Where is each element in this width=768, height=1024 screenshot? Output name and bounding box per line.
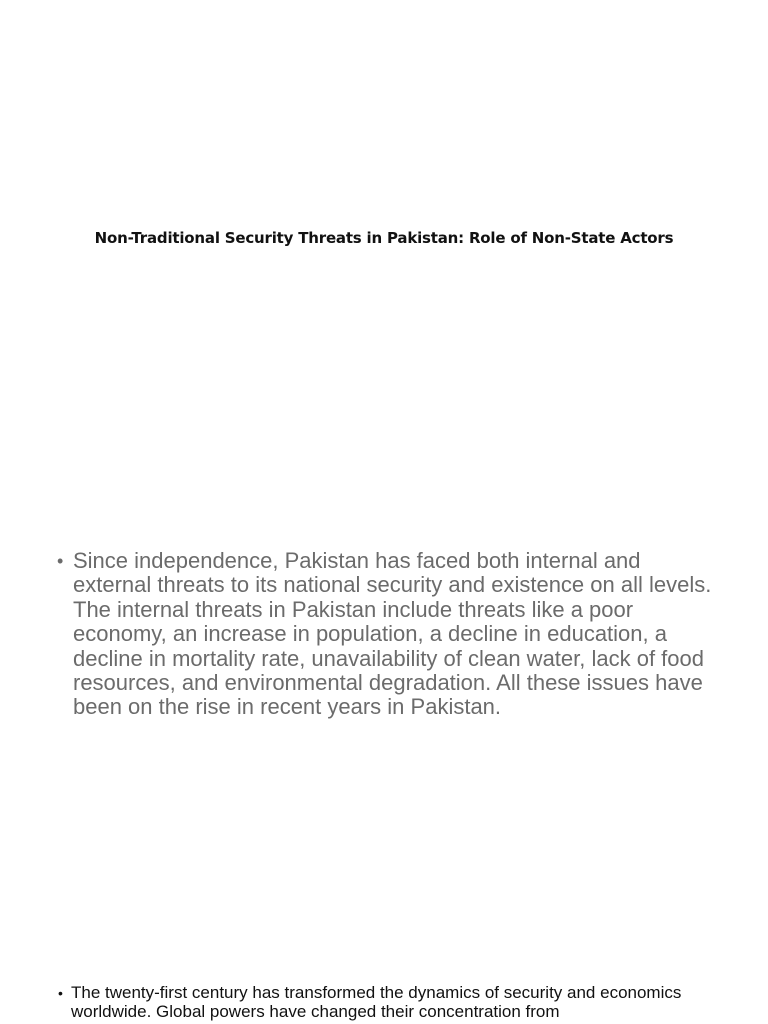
bullet-item xyxy=(58,984,708,1021)
document-title: Non-Traditional Security Threats in Pakistan: Role of Non-State Actors xyxy=(94,229,674,247)
bullet-text: The twenty-first century has transformed the dynamics of security and economics worldwide. Global powers have changed their concentration from xyxy=(71,983,682,1021)
bullet-item xyxy=(57,549,717,720)
bullet-icon: • xyxy=(58,985,63,1001)
bullet-icon: • xyxy=(57,551,64,571)
bullet-text: Since independence, Pakistan has faced both internal and external threats to its national security and existence on all levels. The internal threats in Pakistan include threats like a poor economy, an increase in population, a decline in education, a decline in mortality rate, unavailability of clean water, lack of food resources, and environmental degradation. All these issues have been on the rise in recent years in Pakistan. xyxy=(73,548,712,720)
